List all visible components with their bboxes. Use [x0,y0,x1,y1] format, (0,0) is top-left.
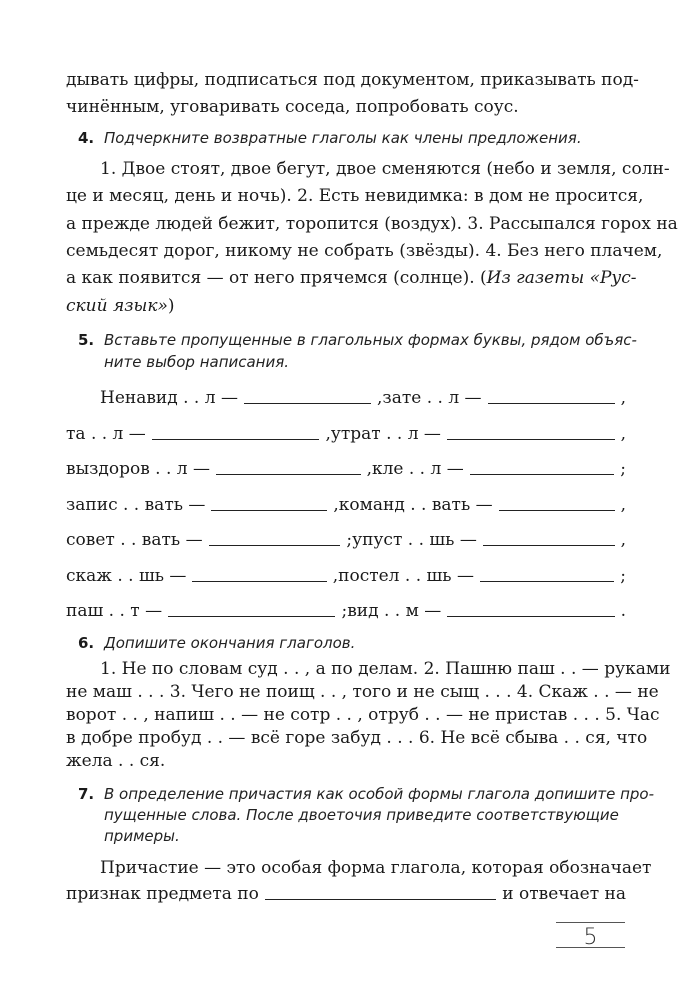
blank-line[interactable] [447,439,615,440]
task-4-text-line: а прежде людей бежит, торопится (воздух). 3. Рассыпался горох на [66,214,678,234]
task-4-text-line [66,296,175,316]
word-stub: утрат . . л — [330,424,441,444]
blank-line[interactable] [447,616,614,617]
task-4-source-close: ) [167,296,175,316]
page-number-box [556,922,625,948]
row-end: , [620,388,626,408]
row-end: ; [620,566,627,586]
task-4-text-line [66,268,637,288]
task-5-instruction: ните выбор написания. [104,353,290,371]
word-stub: выздоров . . л — [66,459,210,479]
word-stub: Ненавид . . л — [100,388,238,408]
separator: , [325,424,331,444]
blank-line[interactable] [470,474,615,475]
separator: ; [341,601,348,621]
blank-line[interactable] [168,616,335,617]
row-end: . [620,601,627,621]
task-4-source: ский язык» [66,296,168,316]
task-4-instruction: Подчеркните возвратные глаголы как члены предложения. [104,129,582,147]
task-6-instruction: Допишите окончания глаголов. [104,634,356,652]
blank-line[interactable] [480,581,614,582]
blank-line[interactable] [209,545,341,546]
row-end: ; [620,459,627,479]
task-7-instruction: пущенные слова. После двоеточия приведите соответствующие [104,806,619,824]
task-4-source: Из газеты «Рус- [486,268,637,288]
intro-line: чинённым, уговаривать соседа, попробовать соус. [66,97,519,117]
task-4-text-line: семьдесят дорог, никому не собрать (звёзды). 4. Без него плачем, [66,241,663,261]
task-7-instruction: В определение причастия как особой формы глагола допишите про- [104,785,654,803]
fill-row [66,564,626,586]
task-7-fill-row [66,882,626,904]
task-6-text-line: жела . . ся. [66,751,166,771]
separator: , [332,566,339,586]
task-6-text-line: в добре пробуд . . — всё горе забуд . . . 6. Не всё сбыва . . ся, что [66,728,648,748]
blank-line[interactable] [244,403,371,404]
page-number: 5 [583,925,598,950]
blank-line[interactable] [152,439,320,440]
definition-text: признак предмета по [66,884,259,904]
row-end: , [620,424,627,444]
row-end: , [620,530,627,550]
fill-row [66,493,626,515]
task-5-instruction: Вставьте пропущенные в глагольных формах буквы, рядом объяс- [104,331,637,349]
word-stub: команд . . вать — [338,495,493,515]
task-7-number: 7. [78,785,95,803]
word-stub: запис . . вать — [66,495,206,515]
blank-line[interactable] [488,403,615,404]
blank-line[interactable] [265,899,496,900]
task-4-text-span: а как появится — от него прячемся (солнце). ( [66,268,487,288]
task-7-definition-line: Причастие — это особая форма глагола, которая обозначает [100,858,652,878]
fill-row [66,599,626,621]
word-stub: постел . . шь — [338,566,474,586]
separator: , [377,388,383,408]
row-end: , [620,495,627,515]
task-6-text-line: ворот . . , напиш . . — не сотр . . , отруб . . — не пристав . . . 5. Час [66,705,660,725]
task-6-number: 6. [78,634,95,652]
definition-text: и отвечает на [502,884,626,904]
blank-line[interactable] [499,510,615,511]
intro-line: дывать цифры, подписаться под документом, приказывать под- [66,70,639,90]
task-5-number: 5. [78,331,95,349]
word-stub: та . . л — [66,424,146,444]
blank-line[interactable] [211,510,327,511]
separator: ; [346,530,353,550]
task-4-text-line: це и месяц, день и ночь). 2. Есть невидимка: в дом не просится, [66,186,644,206]
task-6-text-line: не маш . . . 3. Чего не поищ . . , того и не сыщ . . . 4. Скаж . . — не [66,682,659,702]
fill-row [100,386,626,408]
word-stub: упуст . . шь — [352,530,477,550]
word-stub: скаж . . шь — [66,566,187,586]
task-7-instruction: примеры. [104,827,180,845]
blank-line[interactable] [216,474,361,475]
separator: , [333,495,339,515]
word-stub: кле . . л — [371,459,464,479]
word-stub: вид . . м — [347,601,442,621]
fill-row [66,457,626,479]
word-stub: совет . . вать — [66,530,203,550]
word-stub: зате . . л — [382,388,482,408]
fill-row [66,528,626,550]
blank-line[interactable] [483,545,615,546]
word-stub: паш . . т — [66,601,163,621]
separator: , [366,459,372,479]
task-6-text-line: 1. Не по словам суд . . , а по делам. 2. Пашню паш . . — руками [100,659,671,679]
blank-line[interactable] [192,581,326,582]
task-4-text-line: 1. Двое стоят, двое бегут, двое сменяются (небо и земля, солн- [100,159,670,179]
fill-row [66,422,626,444]
task-4-number: 4. [78,129,95,147]
